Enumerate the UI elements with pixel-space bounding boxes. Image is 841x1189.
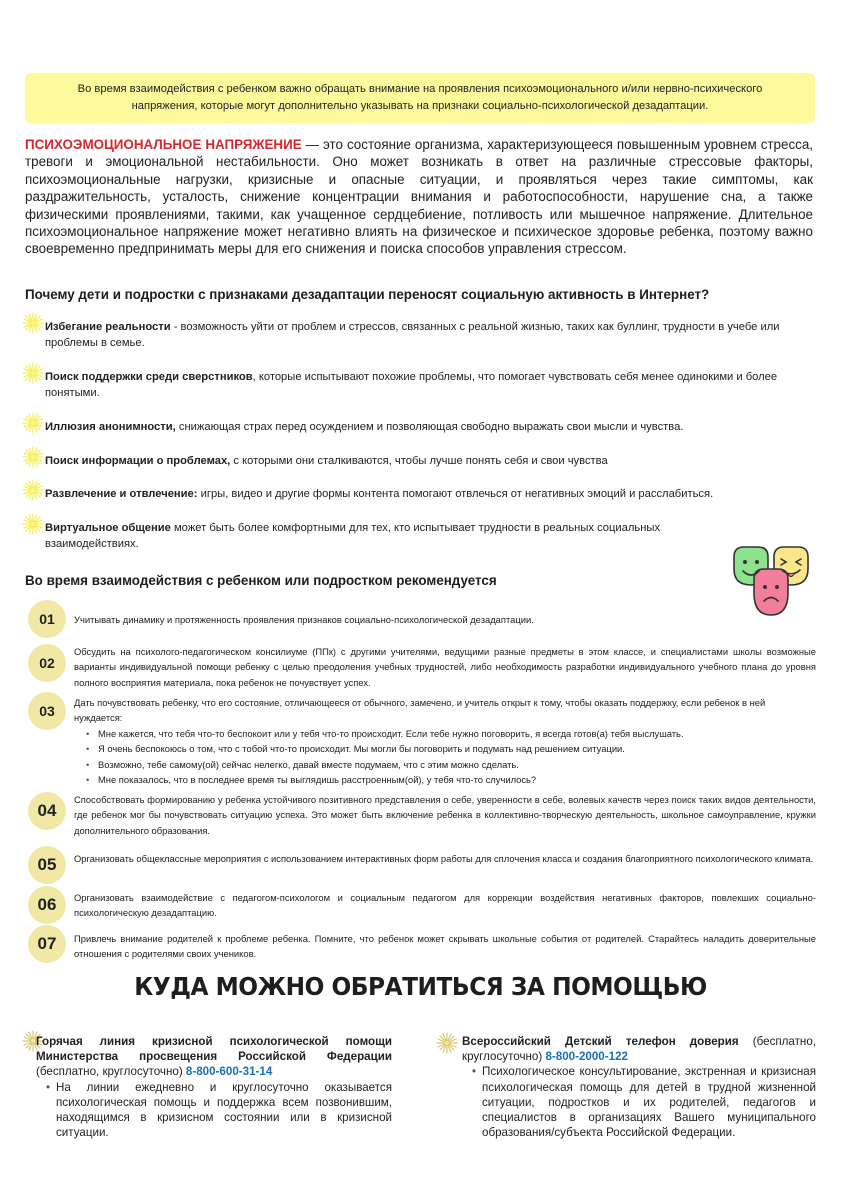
phrase-item: • Возможно, тебе самому(ой) сейчас нелегко, давай вместе подумаем, что с этим можно сделать.	[90, 757, 816, 772]
contact-name: Горячая линия кризисной психологической помощи Министерства просвещения Российской Федерации	[36, 1035, 392, 1064]
reason-item	[45, 486, 815, 502]
reason-text: снижающая страх перед осуждением и позволяющая свободно выражать свои мысли и чувства.	[175, 421, 684, 433]
notice-line-2: напряжения, которые могут дополнительно указывать на признаки социально-психологической дезадаптации.	[131, 100, 709, 112]
step-text: Учитывать динамику и протяженность проявления признаков социально-психологической дезадаптации.	[74, 614, 534, 625]
reason-item	[45, 520, 745, 552]
step-text: Организовать общеклассные мероприятия с использованием интерактивных форм работы для сплочения класса и создания благоприятного психологического климата.	[74, 853, 814, 864]
recommend-heading: Во время взаимодействия с ребенком или подростком рекомендуется	[25, 573, 497, 588]
phone-link[interactable]: 8-800-2000-122	[545, 1050, 628, 1064]
reason-title: Виртуальное общение	[45, 522, 171, 534]
reason-title: Избегание реальности	[45, 321, 171, 333]
step-number: 03	[28, 692, 66, 730]
step-number: 06	[28, 886, 66, 924]
phrase-item: • Я очень беспокоюсь о том, что с тобой что-то происходит. Мы могли бы поговорить и подумать над решением ситуации.	[90, 741, 816, 756]
reason-title: Развлечение и отвлечение:	[45, 488, 198, 500]
phrase-list	[74, 726, 816, 788]
help-title: КУДА МОЖНО ОБРАТИТЬСЯ ЗА ПОМОЩЬЮ	[134, 972, 707, 1001]
contact-note: (бесплатно, круглосуточно)	[462, 1035, 816, 1064]
reason-title: Иллюзия анонимности,	[45, 421, 176, 433]
step-number: 01	[28, 600, 66, 638]
reason-text: , которые испытывают похожие проблемы, что помогает чувствовать себя менее одинокими и более понятыми.	[45, 371, 778, 399]
notice-line-1: Во время взаимодействия с ребенком важно обращать внимание на проявления психоэмоционального и/или нервно-психического	[77, 83, 763, 95]
star-icon	[22, 412, 44, 434]
reason-item	[45, 419, 815, 435]
step-number: 07	[28, 925, 66, 963]
step-number: 04	[28, 792, 66, 830]
why-heading: Почему дети и подростки с признаками дезадаптации переносят социальную активность в Интернет?	[25, 287, 710, 302]
star-icon	[22, 446, 44, 468]
star-icon	[22, 312, 44, 334]
contact-card	[462, 1034, 816, 1140]
notice-banner	[25, 73, 815, 123]
step-text: Организовать взаимодействие с педагогом-психологом и социальным педагогом для коррекции воздействия негативных факторов, повлекших социально-психологическую дезадаптацию.	[74, 892, 816, 919]
step-number: 05	[28, 846, 66, 884]
theater-masks-icon	[730, 543, 812, 619]
step-text: Дать почувствовать ребенку, что его состояние, отличающееся от обычного, замечено, и учитель открыт к тому, чтобы оказать поддержку, если ребенок в ней нуждается:	[74, 697, 766, 724]
contact-card	[36, 1034, 392, 1140]
reason-text: с которыми они сталкиваются, чтобы лучше понять себя и свои чувства	[230, 455, 608, 467]
step-number: 02	[28, 644, 66, 682]
contact-description: • Психологическое консультирование, экстренная и кризисная психологическая помощь для детей в трудной жизненной ситуации, подростков и их родителей, педагогов и специалистов в организациях Вашего муниципального образования/субъекта Российской Федерации.	[472, 1064, 816, 1140]
contact-description: • На линии ежедневно и круглосуточно оказывается психологическая помощь и поддержка всем позвонившим, находящимся в кризисном состоянии или в кризисной ситуации.	[46, 1080, 392, 1141]
reason-text: игры, видео и другие формы контента помогают отвлечься от негативных эмоций и расслабиться.	[197, 488, 714, 500]
intro-paragraph	[25, 136, 813, 258]
reason-item	[45, 369, 815, 401]
step-text: Обсудить на психолого-педагогическом консилиуме (ППк) с другими учителями, ведущими разные предметы в этом классе, и специалистами школы возможные варианты индивидуальной помощи ребенку с целью преодоления учебных трудностей, либо необходимость разработки индивидуального учебного плана до уровня полного восприятия материала, пока ребенок не почувствует успех.	[74, 646, 816, 688]
star-icon	[22, 362, 44, 384]
reason-title: Поиск информации о проблемах,	[45, 455, 231, 467]
phrase-item: • Мне кажется, что тебя что-то беспокоит или у тебя что-то происходит. Если тебе нужно поговорить, я всегда готов(а) тебя выслушать.	[90, 726, 816, 741]
star-icon	[22, 479, 44, 501]
reason-title: Поиск поддержки среди сверстников	[45, 371, 253, 383]
reason-text: - возможность уйти от проблем и стрессов, связанных с реальной жизнью, таких как буллинг, трудности в учебе или проблемы в семье.	[45, 321, 780, 349]
step-text: Способствовать формированию у ребенка устойчивого позитивного представления о себе, уверенности в себе, волевых качеств через поиск таких видов деятельности, где ребенок мог бы почувствовать ситуацию успеха. Это может быть включение ребенка в коллективно-творческую деятельность, школьное самоуправление, кружки дополнительного образования.	[74, 794, 816, 836]
phone-link[interactable]: 8-800-600-31-14	[185, 1065, 273, 1079]
star-icon	[436, 1032, 458, 1054]
reason-item	[45, 319, 815, 351]
reason-text: может быть более комфортными для тех, кто испытывает трудности в реальных социальных взаимодействиях.	[45, 522, 661, 550]
star-icon	[22, 513, 44, 535]
intro-term: ПСИХОЭМОЦИОНАЛЬНОЕ НАПРЯЖЕНИЕ	[25, 137, 302, 152]
contact-note: (бесплатно, круглосуточно)	[36, 1065, 186, 1079]
contact-name: Всероссийский Детский телефон доверия	[462, 1035, 739, 1048]
phrase-item: • Мне показалось, что в последнее время ты выглядишь расстроенным(ой), у тебя что-то случилось?	[90, 772, 816, 787]
intro-text: — это состояние организма, характеризующееся повышенным уровнем стресса, тревоги и эмоциональной нестабильности. Оно может возникать в ответ на различные стрессовые факторы, психоэмоциональные нагрузки, кризисные и опасные ситуации, и проявляться через такие симптомы, как раздражительность, усталость, снижение концентрации внимания и работоспособности, нарушение сна, а также физическими проявлениями, такими, как учащенное сердцебиение, потливость или мышечное напряжение. Длительное психоэмоциональное напряжение может негативно влиять на физическое и психическое здоровье ребенка, поэтому важно своевременно предпринимать меры для его снижения и поиска способов управления стрессом.	[25, 137, 814, 257]
reason-item	[45, 453, 815, 469]
step-text: Привлечь внимание родителей к проблеме ребенка. Помните, что ребенок может скрывать школьные события от родителей. Старайтесь наладить доверительные отношения с родителями своих учеников.	[74, 933, 816, 960]
